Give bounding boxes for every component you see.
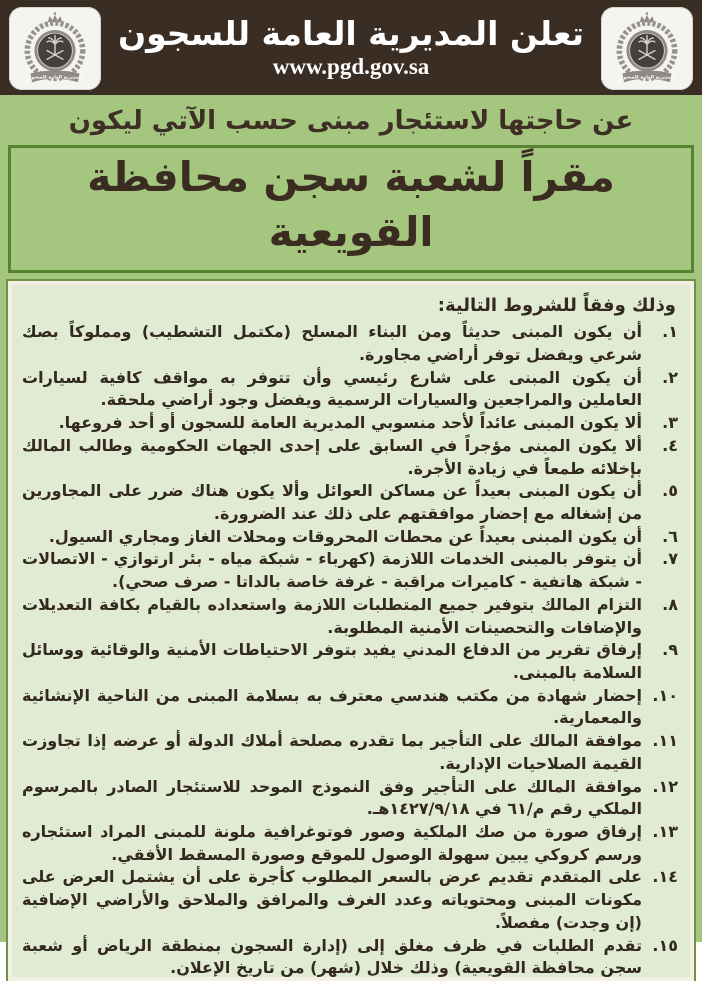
condition-number: ١٤. (652, 867, 678, 887)
condition-item (22, 776, 678, 821)
condition-number: ٦. (662, 526, 678, 546)
condition-number: ١١. (652, 731, 678, 751)
condition-text: ألا يكون المبنى مؤجراً في السابق على إحدى الجهات الحكومية وطالب المالك بإخلائه طمعاً في زيادة الأجرة. (22, 435, 642, 478)
condition-item (22, 935, 678, 980)
condition-number: ٥. (662, 481, 678, 501)
condition-number: ١٥. (652, 935, 678, 955)
condition-text: إرفاق صورة من صك الملكية وصور فوتوغرافية ملونة للمبنى المراد استئجاره ورسم كروكي يبين سهولة الوصول للموقع وصورة المسقط الأفقي. (22, 822, 642, 864)
condition-text: أن يكون المبنى بعيداً عن محطات المحروقات ومحلات الغاز ومجاري السيول. (48, 526, 642, 546)
condition-item (22, 367, 678, 412)
condition-number: ١٢. (652, 776, 678, 796)
condition-number: ٨. (662, 594, 678, 614)
prisons-emblem-icon (14, 11, 96, 87)
condition-item (22, 730, 678, 775)
need-statement: عن حاجتها لاستئجار مبنى حسب الآتي ليكون (68, 106, 634, 136)
condition-number: ٢. (662, 367, 678, 387)
condition-text: ألا يكون المبنى عائداً لأحد منسوبي المديرية العامة للسجون أو أحد فروعها. (58, 413, 642, 433)
condition-item (22, 594, 678, 639)
condition-item (22, 480, 678, 525)
condition-number: ٧. (662, 549, 678, 569)
logo-banner-label: المديرية العامة للسجون (27, 75, 83, 81)
conditions-list (22, 321, 678, 980)
website-url: www.pgd.gov.sa (272, 54, 430, 80)
condition-number: ١٠. (652, 685, 678, 705)
condition-item (22, 548, 678, 593)
condition-number: ٣. (662, 413, 678, 433)
condition-text: أن يكون المبنى على شارع رئيسي وأن تتوفر به مواقف كافية لسيارات العاملين والمراجعين والسيارات الرسمية ويفضل وجود أراضي ملحقة. (22, 367, 642, 410)
page-title: مقراً لشعبة سجن محافظة القويعية (8, 145, 694, 273)
condition-text: أن يكون المبنى حديثاً ومن البناء المسلح (مكتمل التشطيب) ومملوكاً بصك شرعي ويفضل توفر أراضي مجاورة. (22, 322, 642, 364)
condition-text: أن يتوفر بالمبنى الخدمات اللازمة (كهرباء - شبكة مياه - بئر ارتوازي - الاتصالات - شبكة هاتفية - كاميرات مراقبة - غرفة خاصة بالداتا - صرف صحي). (22, 549, 642, 592)
conditions-heading: وذلك وفقاً للشروط التالية: (437, 294, 676, 316)
condition-number: ٩. (662, 640, 678, 660)
prisons-logo-left (9, 7, 101, 90)
announcement-title: تعلن المديرية العامة للسجون (117, 13, 585, 53)
condition-number: ٤. (662, 435, 678, 455)
condition-text: تقدم الطلبات في ظرف مغلق إلى (إدارة السجون بمنطقة الرياض أو شعبة سجن محافظة القويعية) وذلك خلال (شهر) من تاريخ الإعلان. (22, 935, 642, 978)
condition-number: ١٣. (652, 822, 678, 842)
condition-text: إحضار شهادة من مكتب هندسي معترف به بسلامة المبنى من الناحية الإنشائية والمعمارية. (22, 685, 642, 728)
condition-number: ١. (662, 322, 678, 342)
condition-item (22, 821, 678, 866)
condition-item (22, 435, 678, 480)
condition-text: إرفاق تقرير من الدفاع المدني يفيد بتوفر الاحتياطات الأمنية والوقائية ووسائل السلامة بالمبنى. (22, 640, 642, 683)
condition-item (22, 639, 678, 684)
logo-banner-label: المديرية العامة للسجون (619, 75, 675, 81)
prisons-logo-right (601, 7, 693, 90)
prisons-emblem-icon (606, 11, 688, 87)
condition-text: أن يكون المبنى بعيداً عن مساكن العوائل وألا يكون هناك ضرر على المجاورين من إشغاله مع إحضار موافقتهم على ذلك عند الضرورة. (22, 481, 642, 523)
header-bar (0, 0, 702, 95)
condition-text: على المتقدم تقديم عرض بالسعر المطلوب كأجرة على أن يشتمل العرض على مكونات المبنى ومحتوياته وعدد الغرف والمرافق والملاحق والأراضي الإضافية (إن وجدت) مفصلاً. (22, 867, 642, 932)
condition-text: موافقة المالك على التأجير وفق النموذج الموحد للاستئجار الصادر بالمرسوم الملكي رقم م/٦١ في ١٤٢٧/٩/١٨هـ. (22, 776, 642, 819)
condition-text: موافقة المالك على التأجير بما تقدره مصلحة أملاك الدولة أو عرضه إذا تجاوزت القيمة الصلاحيات الإدارية. (22, 731, 642, 773)
condition-item (22, 526, 678, 549)
condition-item (22, 412, 678, 435)
condition-item (22, 685, 678, 730)
condition-text: التزام المالك بتوفير جميع المتطلبات اللازمة واستعداده بالقيام بكافة التعديلات والإضافات والتحصينات الأمنية المطلوبة. (22, 594, 642, 637)
condition-item (22, 866, 678, 934)
conditions-panel (8, 281, 694, 981)
condition-item (22, 321, 678, 366)
